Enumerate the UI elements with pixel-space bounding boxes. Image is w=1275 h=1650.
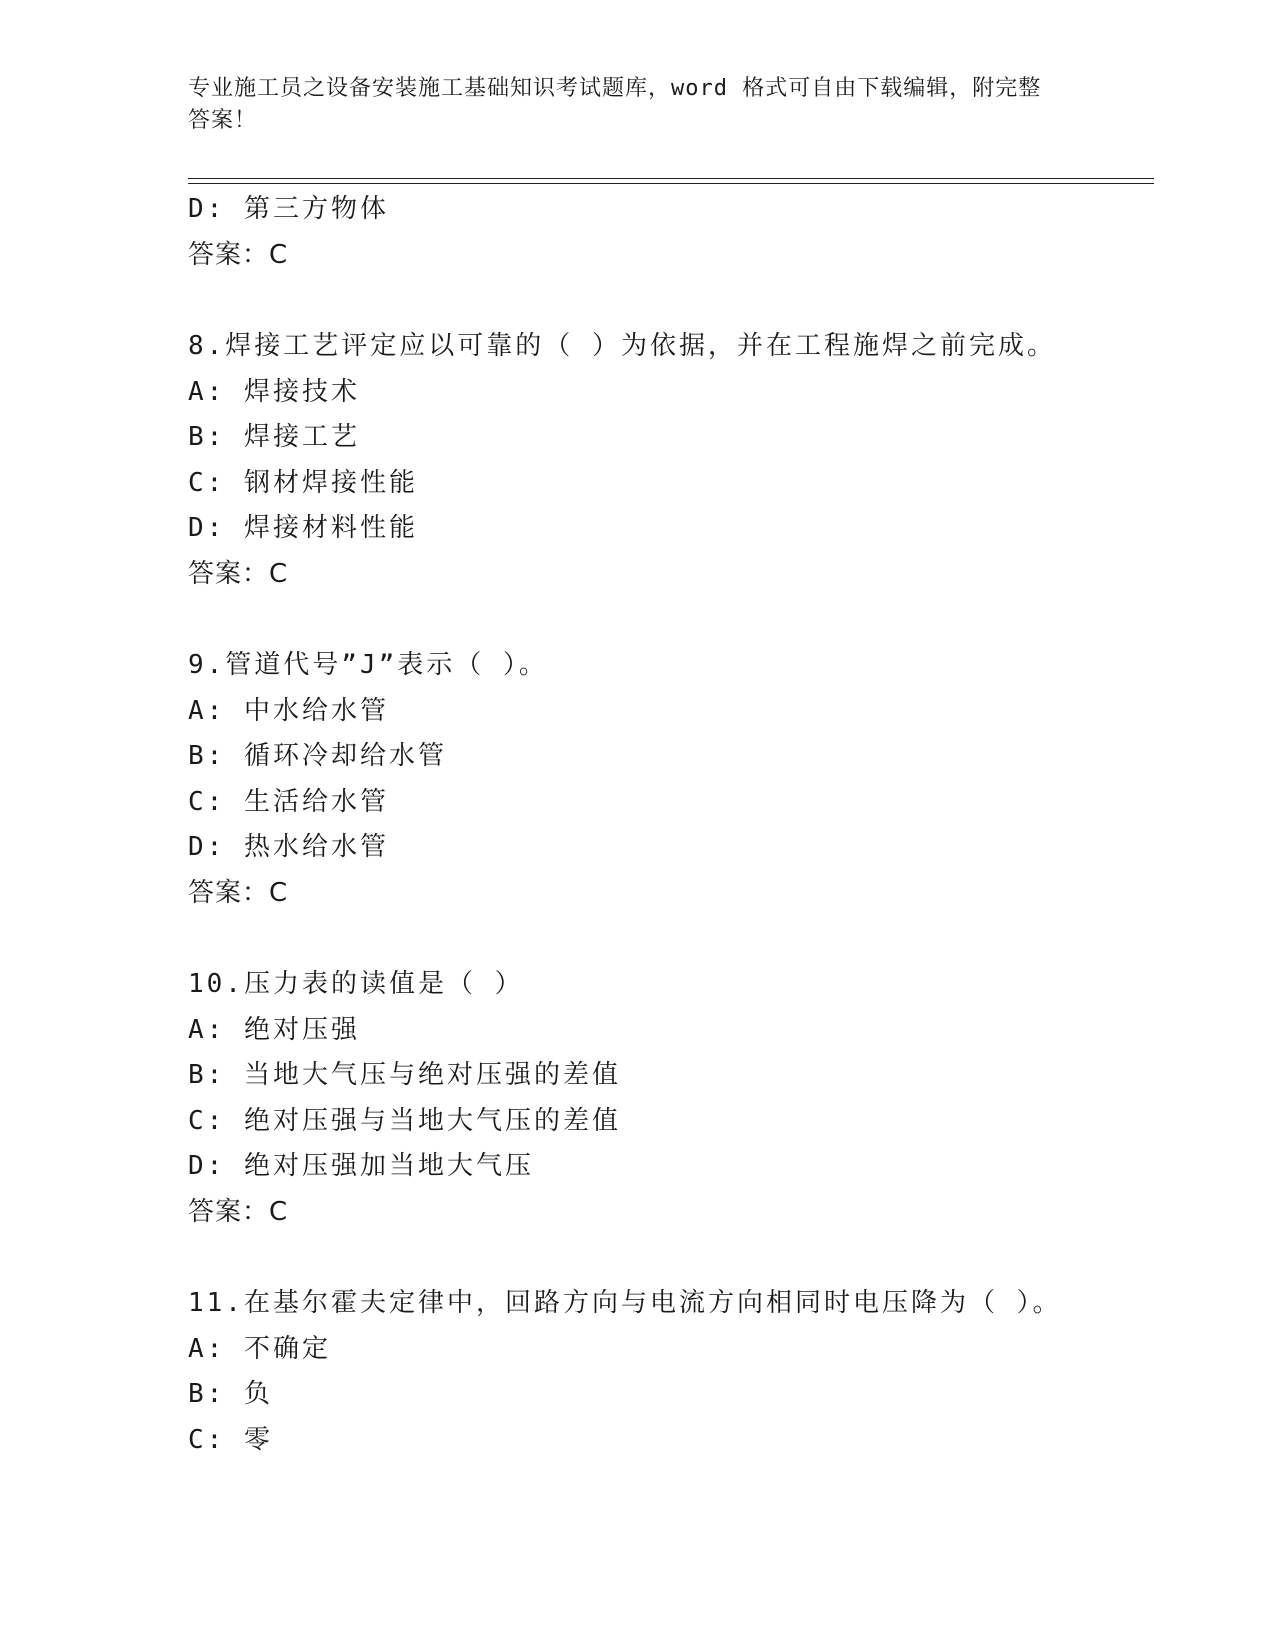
question-text: 8.焊接工艺评定应以可靠的（ ）为依据，并在工程施焊之前完成。 bbox=[188, 331, 1056, 361]
question-text: 11.在基尔霍夫定律中，回路方向与电流方向相同时电压降为（ ）。 bbox=[188, 1288, 1062, 1318]
option-b: B: 当地大气压与绝对压强的差值 bbox=[188, 1060, 621, 1090]
option-d: D: 热水给水管 bbox=[188, 832, 389, 862]
option-b: B: 循环冷却给水管 bbox=[188, 741, 447, 771]
option-b: B: 负 bbox=[188, 1379, 273, 1409]
question-block-7 bbox=[188, 187, 1154, 278]
answer: 答案：C bbox=[188, 877, 289, 908]
question-list bbox=[188, 187, 1154, 1463]
question-text: 9.管道代号”J”表示（ ）。 bbox=[188, 650, 548, 680]
question-block-8 bbox=[188, 324, 1154, 597]
option-a: A: 不确定 bbox=[188, 1333, 331, 1364]
option-b: B: 焊接工艺 bbox=[188, 422, 360, 452]
question-block-10 bbox=[188, 962, 1154, 1235]
option-c: C: 钢材焊接性能 bbox=[188, 467, 418, 498]
option-c: C: 零 bbox=[188, 1424, 273, 1455]
answer: 答案：C bbox=[188, 1196, 289, 1227]
option-a: A: 焊接技术 bbox=[188, 376, 360, 407]
option-c: C: 绝对压强与当地大气压的差值 bbox=[188, 1105, 621, 1136]
question-text: 10.压力表的读值是（ ） bbox=[188, 969, 524, 999]
header-divider-top bbox=[188, 178, 1154, 179]
option-d: D: 第三方物体 bbox=[188, 194, 389, 224]
answer: 答案：C bbox=[188, 239, 289, 270]
option-d: D: 焊接材料性能 bbox=[188, 513, 418, 543]
option-d: D: 绝对压强加当地大气压 bbox=[188, 1151, 534, 1181]
document-header: 专业施工员之设备安装施工基础知识考试题库，word 格式可自由下载编辑，附完整答案！ bbox=[188, 76, 1042, 133]
option-a: A: 中水给水管 bbox=[188, 695, 389, 726]
question-block-11 bbox=[188, 1281, 1154, 1463]
answer: 答案：C bbox=[188, 558, 289, 589]
header-divider-bottom bbox=[188, 183, 1154, 184]
question-block-9 bbox=[188, 643, 1154, 916]
option-c: C: 生活给水管 bbox=[188, 786, 389, 817]
option-a: A: 绝对压强 bbox=[188, 1014, 360, 1045]
